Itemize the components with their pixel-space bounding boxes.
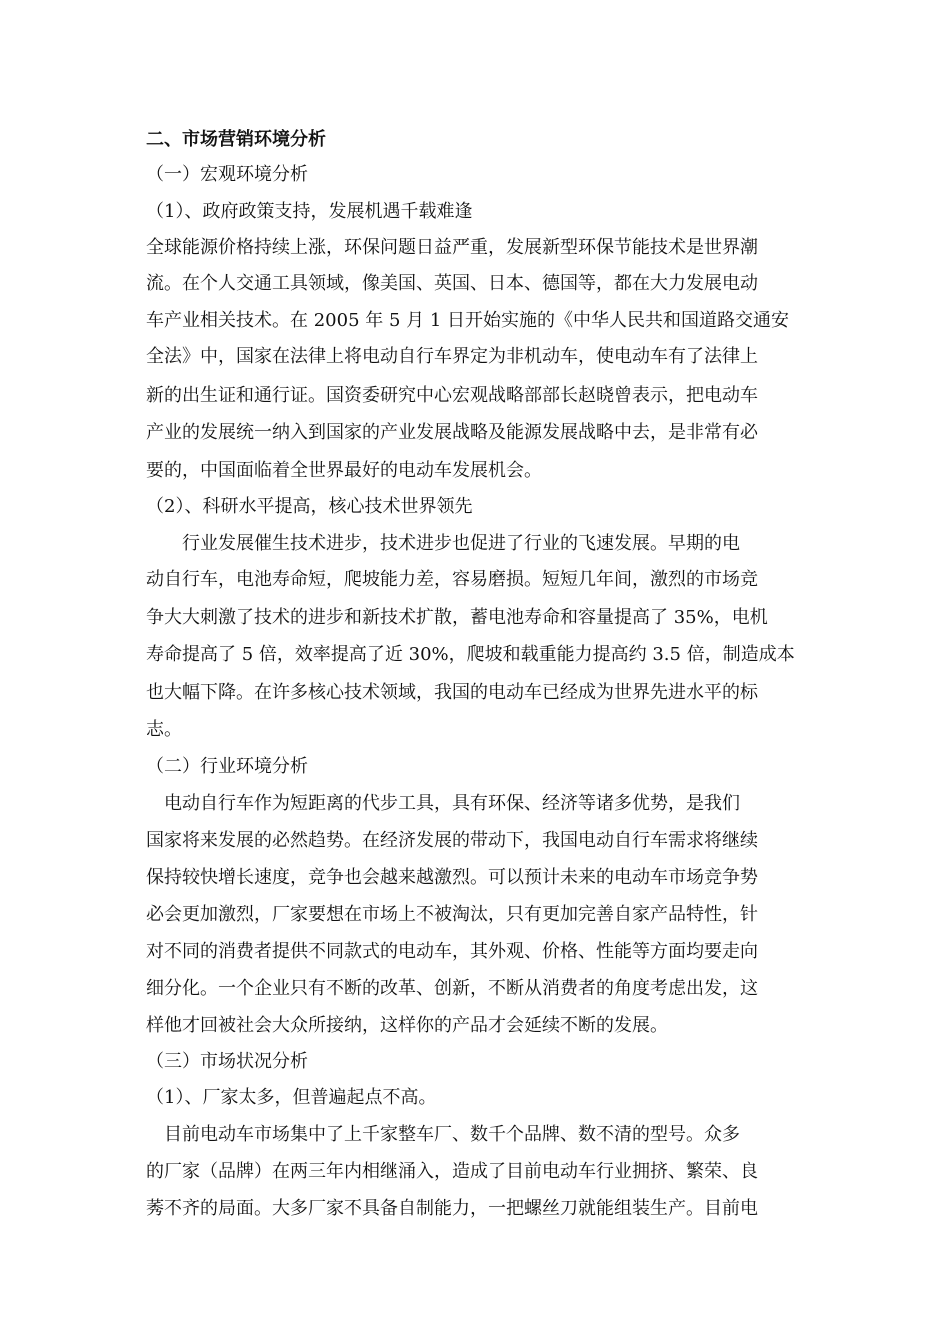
paragraph-line: 目前电动车市场集中了上千家整车厂、数千个品牌、数不清的型号。众多: [146, 1124, 740, 1145]
paragraph-line: 电动自行车作为短距离的代步工具，具有环保、经济等诸多优势，是我们: [146, 793, 740, 814]
subsection-heading-industry: （二）行业环境分析: [146, 756, 308, 777]
paragraph-line: 全球能源价格持续上涨，环保问题日益严重，发展新型环保节能技术是世界潮: [146, 237, 758, 258]
paragraph-line: 要的，中国面临着全世界最好的电动车发展机会。: [146, 460, 542, 481]
subsection-heading-macro: （一）宏观环境分析: [146, 164, 308, 185]
paragraph-line: 也大幅下降。在许多核心技术领域，我国的电动车已经成为世界先进水平的标: [146, 682, 758, 703]
paragraph-line: 对不同的消费者提供不同款式的电动车，其外观、价格、性能等方面均要走向: [146, 941, 758, 962]
paragraph-line: 车产业相关技术。在 2005 年 5 月 1 日开始实施的《中华人民共和国道路交通安: [146, 310, 790, 331]
paragraph-line: 必会更加激烈，厂家要想在市场上不被淘汰，只有更加完善自家产品特性，针: [146, 904, 758, 925]
item-heading-manufacturers: （1）、厂家太多，但普遍起点不高。: [146, 1087, 437, 1108]
paragraph-line: 全法》中，国家在法律上将电动自行车界定为非机动车，使电动车有了法律上: [146, 346, 758, 367]
paragraph-line: 流。在个人交通工具领域，像美国、英国、日本、德国等，都在大力发展电动: [146, 273, 758, 294]
paragraph-line: 动自行车，电池寿命短，爬坡能力差，容易磨损。短短几年间，激烈的市场竞: [146, 569, 758, 590]
paragraph-line: 国家将来发展的必然趋势。在经济发展的带动下，我国电动自行车需求将继续: [146, 830, 758, 851]
paragraph-line: 细分化。一个企业只有不断的改革、创新，不断从消费者的角度考虑出发，这: [146, 978, 758, 999]
item-heading-research: （2）、科研水平提高，核心技术世界领先: [146, 496, 473, 517]
paragraph-line: 产业的发展统一纳入到国家的产业发展战略及能源发展战略中去，是非常有必: [146, 422, 758, 443]
paragraph-line: 志。: [146, 719, 182, 740]
item-heading-policy: （1）、政府政策支持，发展机遇千载难逢: [146, 201, 473, 222]
paragraph-line: 争大大刺激了技术的进步和新技术扩散，蓄电池寿命和容量提高了 35%，电机: [146, 607, 768, 628]
paragraph-line: 样他才回被社会大众所接纳，这样你的产品才会延续不断的发展。: [146, 1015, 668, 1036]
paragraph-line: 寿命提高了 5 倍，效率提高了近 30%，爬坡和载重能力提高约 3.5 倍，制造成本: [146, 644, 795, 665]
paragraph-line: 新的出生证和通行证。国资委研究中心宏观战略部部长赵晓曾表示，把电动车: [146, 385, 758, 406]
paragraph-line: 的厂家（品牌）在两三年内相继涌入，造成了目前电动车行业拥挤、繁荣、良: [146, 1161, 758, 1182]
paragraph-line: 行业发展催生技术进步，技术进步也促进了行业的飞速发展。早期的电: [146, 533, 740, 554]
paragraph-line: 保持较快增长速度，竞争也会越来越激烈。可以预计未来的电动车市场竞争势: [146, 867, 758, 888]
subsection-heading-market: （三）市场状况分析: [146, 1051, 308, 1072]
section-heading: 二、市场营销环境分析: [146, 129, 326, 150]
paragraph-line: 莠不齐的局面。大多厂家不具备自制能力，一把螺丝刀就能组装生产。目前电: [146, 1198, 758, 1219]
